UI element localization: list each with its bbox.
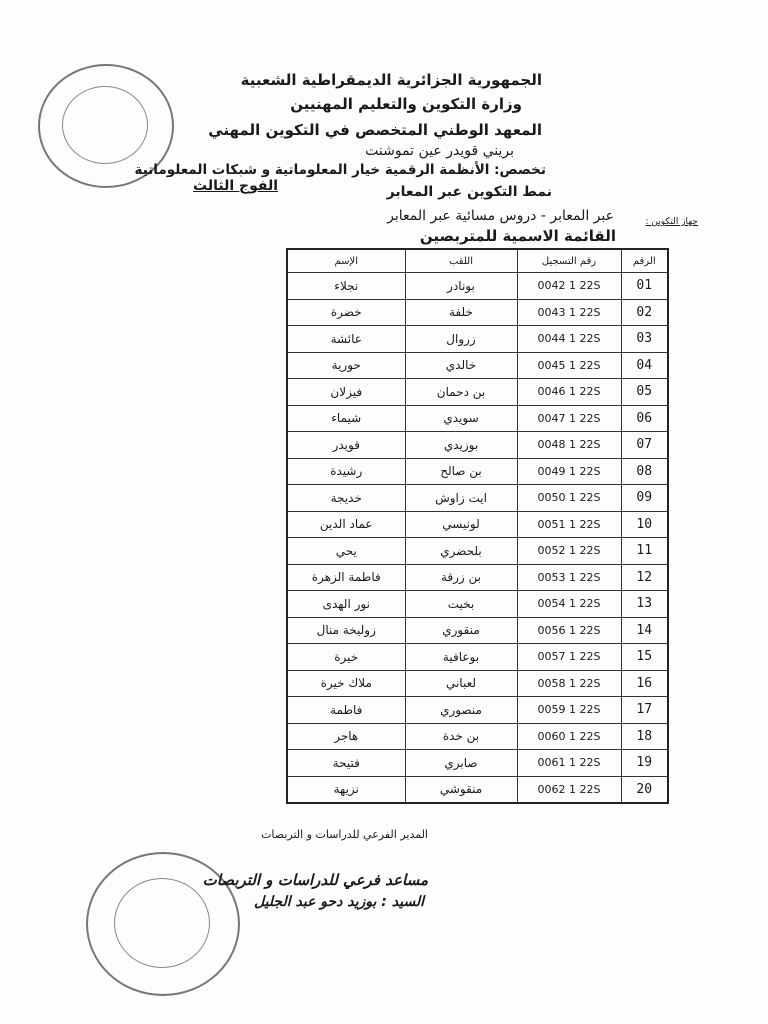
surname-cell: بخيت <box>405 591 517 618</box>
registration-number: 0058 1 22S <box>517 670 621 697</box>
first-name-cell: نجلاء <box>287 273 405 300</box>
table-row <box>287 273 668 300</box>
surname-cell: زروال <box>405 326 517 353</box>
registration-number: 0050 1 22S <box>517 485 621 512</box>
table-row <box>287 723 668 750</box>
first-name-cell: فتيحة <box>287 750 405 777</box>
row-number: 20 <box>621 776 668 803</box>
surname-cell: بن دحمان <box>405 379 517 406</box>
registration-number: 0053 1 22S <box>517 564 621 591</box>
surname-cell: بونادر <box>405 273 517 300</box>
table-row <box>287 379 668 406</box>
trainee-table <box>286 248 669 804</box>
registration-number: 0059 1 22S <box>517 697 621 724</box>
row-number: 08 <box>621 458 668 485</box>
header-specialty: تخصص: الأنظمة الرقمية خيار المعلوماتية و شبكات المعلوماتية <box>134 162 546 178</box>
first-name-cell: حورية <box>287 352 405 379</box>
registration-number: 0048 1 22S <box>517 432 621 459</box>
header-name: الإسم <box>287 249 405 273</box>
row-number: 14 <box>621 617 668 644</box>
surname-cell: خالدي <box>405 352 517 379</box>
registration-number: 0044 1 22S <box>517 326 621 353</box>
row-number: 07 <box>621 432 668 459</box>
row-number: 03 <box>621 326 668 353</box>
surname-cell: سويدي <box>405 405 517 432</box>
first-name-cell: قويدر <box>287 432 405 459</box>
registration-number: 0046 1 22S <box>517 379 621 406</box>
table-row <box>287 458 668 485</box>
header-registration: رقم التسجيل <box>517 249 621 273</box>
registration-number: 0054 1 22S <box>517 591 621 618</box>
first-name-cell: ملاك خيرة <box>287 670 405 697</box>
registration-number: 0060 1 22S <box>517 723 621 750</box>
first-name-cell: خيرة <box>287 644 405 671</box>
table-row <box>287 485 668 512</box>
table-row <box>287 617 668 644</box>
registration-number: 0051 1 22S <box>517 511 621 538</box>
surname-cell: بوزيدي <box>405 432 517 459</box>
first-name-cell: فيزلان <box>287 379 405 406</box>
header-number: الرقم <box>621 249 668 273</box>
table-row <box>287 750 668 777</box>
table-row <box>287 591 668 618</box>
surname-cell: بن زرقة <box>405 564 517 591</box>
row-number: 05 <box>621 379 668 406</box>
row-number: 13 <box>621 591 668 618</box>
first-name-cell: نور الهدى <box>287 591 405 618</box>
table-row <box>287 299 668 326</box>
row-number: 17 <box>621 697 668 724</box>
surname-cell: منقوري <box>405 617 517 644</box>
registration-number: 0043 1 22S <box>517 299 621 326</box>
registration-number: 0061 1 22S <box>517 750 621 777</box>
first-name-cell: عائشة <box>287 326 405 353</box>
row-number: 18 <box>621 723 668 750</box>
handwritten-name: السيد : بوزيد دحو عبد الجليل <box>253 894 424 910</box>
row-number: 16 <box>621 670 668 697</box>
row-number: 12 <box>621 564 668 591</box>
surname-cell: لعباني <box>405 670 517 697</box>
header-institute: المعهد الوطني المتخصص في التكوين المهني <box>208 121 542 139</box>
registration-number: 0042 1 22S <box>517 273 621 300</box>
training-device-label: جهاز التكوين : <box>645 217 698 227</box>
table-row <box>287 644 668 671</box>
header-training-mode: نمط التكوين عبر المعابر <box>386 184 552 200</box>
surname-cell: بلحضري <box>405 538 517 565</box>
surname-cell: منصوري <box>405 697 517 724</box>
first-name-cell: فاطمة الزهرة <box>287 564 405 591</box>
first-name-cell: خديجة <box>287 485 405 512</box>
row-number: 10 <box>621 511 668 538</box>
row-number: 09 <box>621 485 668 512</box>
surname-cell: بوعافية <box>405 644 517 671</box>
row-number: 06 <box>621 405 668 432</box>
table-row <box>287 511 668 538</box>
list-title: القائمة الاسمية للمتربصين <box>419 227 616 245</box>
first-name-cell: يحي <box>287 538 405 565</box>
table-row <box>287 352 668 379</box>
table-header-row <box>287 249 668 273</box>
row-number: 01 <box>621 273 668 300</box>
header-surname: اللقب <box>405 249 517 273</box>
surname-cell: صابري <box>405 750 517 777</box>
table-row <box>287 405 668 432</box>
row-number: 04 <box>621 352 668 379</box>
surname-cell: بن صالح <box>405 458 517 485</box>
table-row <box>287 697 668 724</box>
handwritten-title: مساعد فرعي للدراسات و التربصات <box>202 871 428 889</box>
surname-cell: بن خدة <box>405 723 517 750</box>
row-number: 11 <box>621 538 668 565</box>
first-name-cell: فاطمة <box>287 697 405 724</box>
registration-number: 0047 1 22S <box>517 405 621 432</box>
table-row <box>287 776 668 803</box>
first-name-cell: خضرة <box>287 299 405 326</box>
first-name-cell: عماد الدين <box>287 511 405 538</box>
header-ministry: وزارة التكوين والتعليم المهنيين <box>290 95 522 113</box>
first-name-cell: نزيهة <box>287 776 405 803</box>
table-row <box>287 564 668 591</box>
header-group: الفوج الثالث <box>193 178 278 194</box>
first-name-cell: هاجر <box>287 723 405 750</box>
table-row <box>287 326 668 353</box>
registration-number: 0056 1 22S <box>517 617 621 644</box>
first-name-cell: زوليخة منال <box>287 617 405 644</box>
row-number: 02 <box>621 299 668 326</box>
table-row <box>287 538 668 565</box>
surname-cell: لونيسي <box>405 511 517 538</box>
registration-number: 0052 1 22S <box>517 538 621 565</box>
registration-number: 0045 1 22S <box>517 352 621 379</box>
training-device-value: عبر المعابر - دروس مسائية عبر المعابر <box>387 208 614 224</box>
surname-cell: منقوشي <box>405 776 517 803</box>
first-name-cell: رشيدة <box>287 458 405 485</box>
printed-signature-title: المدير الفرعي للدراسات و التربصات <box>261 828 428 841</box>
registration-number: 0049 1 22S <box>517 458 621 485</box>
registration-number: 0062 1 22S <box>517 776 621 803</box>
header-location: بريني قويدر عين تموشنت <box>365 143 514 159</box>
row-number: 15 <box>621 644 668 671</box>
table-body <box>287 273 668 804</box>
row-number: 19 <box>621 750 668 777</box>
table-row <box>287 432 668 459</box>
surname-cell: خلفة <box>405 299 517 326</box>
surname-cell: ايت زاوش <box>405 485 517 512</box>
first-name-cell: شيماء <box>287 405 405 432</box>
registration-number: 0057 1 22S <box>517 644 621 671</box>
table-row <box>287 670 668 697</box>
header-republic: الجمهورية الجزائرية الديمقراطية الشعبية <box>240 71 542 89</box>
